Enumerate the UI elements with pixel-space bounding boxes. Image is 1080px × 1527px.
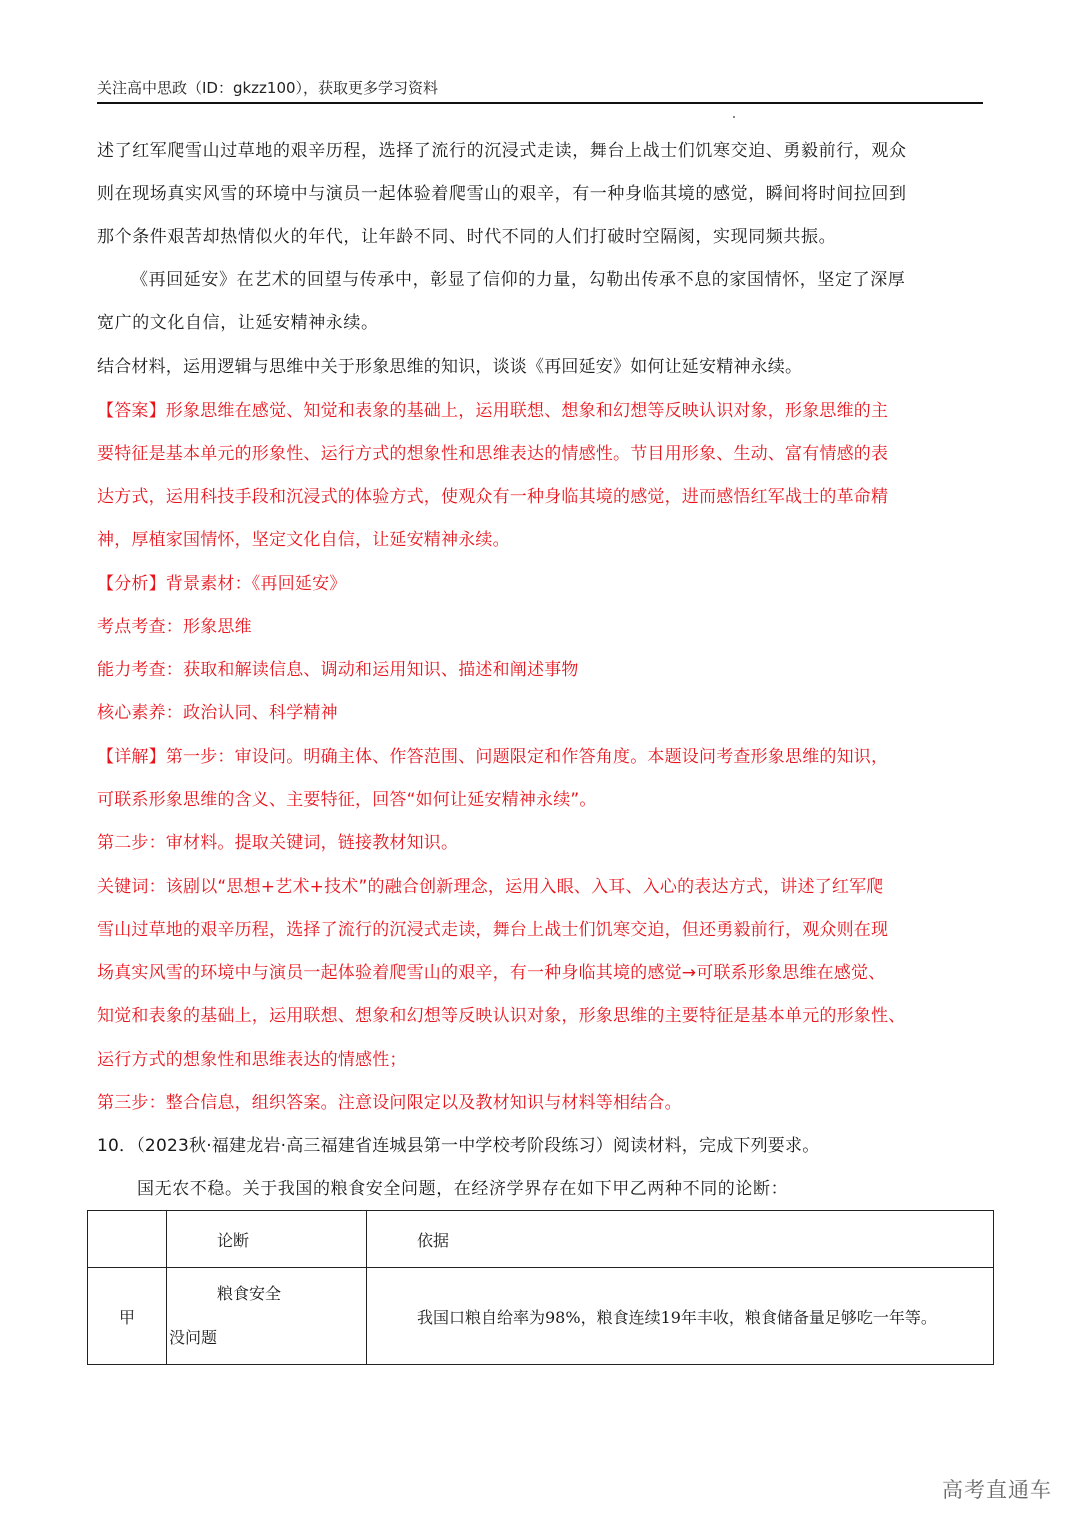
- explanation-line: 场真实风雪的环境中与演员一起体验着爬雪山的艰辛，有一种身临其境的感觉→可联系形象思维在感觉、: [97, 963, 886, 983]
- row-label: 甲: [88, 1268, 167, 1365]
- answer-line: 【答案】形象思维在感觉、知觉和表象的基础上，运用联想、想象和幻想等反映认识对象，形象思维的主: [97, 401, 889, 421]
- material-paragraph: 《再回延安》在艺术的回望与传承中，彰显了信仰的力量，勾勒出传承不息的家国情怀，坚定了深厚: [131, 270, 906, 290]
- page-header: [97, 78, 983, 104]
- question-10-intro: 国无农不稳。关于我国的粮食安全问题，在经济学界存在如下甲乙两种不同的论断：: [137, 1179, 789, 1199]
- analysis-literacy: 核心素养：政治认同、科学精神: [97, 703, 338, 723]
- question-prompt: 结合材料，运用逻辑与思维中关于形象思维的知识，谈谈《再回延安》如何让延安精神永续。: [97, 357, 803, 377]
- explanation-line: 【详解】第一步：审设问。明确主体、作答范围、问题限定和作答角度。本题设问考查形象思维的知识，: [97, 747, 889, 767]
- stray-dot: [733, 116, 735, 118]
- row-claim: [167, 1268, 367, 1365]
- row-claim-line1: 粮食安全: [217, 1284, 282, 1303]
- explanation-line: 第三步：整合信息，组织答案。注意设问限定以及教材知识与材料等相结合。: [97, 1093, 682, 1113]
- header-text: 关注高中思政（ID：gkzz100），获取更多学习资料: [97, 79, 439, 97]
- explanation-line: 关键词：该剧以“思想+艺术+技术”的融合创新理念，运用入眼、入耳、入心的表达方式，讲述了红军爬: [97, 877, 884, 897]
- material-line: 则在现场真实风雪的环境中与演员一起体验着爬雪山的艰辛，有一种身临其境的感觉，瞬间将时间拉回到: [97, 184, 907, 204]
- material-line: 述了红军爬雪山过草地的艰辛历程，选择了流行的沉浸式走读，舞台上战士们饥寒交迫、勇毅前行，观众: [97, 141, 907, 161]
- explanation-line: 知觉和表象的基础上，运用联想、想象和幻想等反映认识对象，形象思维的主要特征是基本单元的形象性、: [97, 1006, 906, 1026]
- row-basis: 我国口粮自给率为98%，粮食连续19年丰收，粮食储备量足够吃一年等。: [367, 1268, 994, 1365]
- answer-line: 神，厚植家国情怀，坚定文化自信，让延安精神永续。: [97, 530, 510, 550]
- row-claim-line2: 没问题: [169, 1328, 218, 1347]
- table-header-row: [88, 1211, 994, 1268]
- analysis-ability: 能力考查：获取和解读信息、调动和运用知识、描述和阐述事物: [97, 660, 579, 680]
- material-paragraph: 宽广的文化自信，让延安精神永续。: [97, 313, 379, 333]
- explanation-line: 可联系形象思维的含义、主要特征，回答“如何让延安精神永续”。: [97, 790, 597, 810]
- watermark: 高考直通车: [942, 1478, 1052, 1502]
- claims-table: [87, 1210, 994, 1365]
- table-header-cell: [88, 1211, 167, 1268]
- table-header-basis: 依据: [367, 1211, 994, 1268]
- answer-line: 达方式，运用科技手段和沉浸式的体验方式，使观众有一种身临其境的感觉，进而感悟红军战士的革命精: [97, 487, 889, 507]
- analysis-background: 【分析】背景素材：《再回延安》: [97, 574, 347, 594]
- analysis-exam-point: 考点考查：形象思维: [97, 617, 252, 637]
- answer-line: 要特征是基本单元的形象性、运行方式的想象性和思维表达的情感性。节目用形象、生动、富有情感的表: [97, 444, 889, 464]
- table-row: [88, 1268, 994, 1365]
- explanation-line: 第二步：审材料。提取关键词，链接教材知识。: [97, 833, 459, 853]
- explanation-line: 雪山过草地的艰辛历程，选择了流行的沉浸式走读，舞台上战士们饥寒交迫，但还勇毅前行，观众则在现: [97, 920, 889, 940]
- table-header-claim: 论断: [167, 1211, 367, 1268]
- explanation-line: 运行方式的想象性和思维表达的情感性；: [97, 1050, 407, 1070]
- question-10-title: 10．（2023秋·福建龙岩·高三福建省连城县第一中学校考阶段练习）阅读材料，完成下列要求。: [97, 1136, 820, 1156]
- material-line: 那个条件艰苦却热情似火的年代，让年龄不同、时代不同的人们打破时空隔阂，实现同频共振。: [97, 227, 837, 247]
